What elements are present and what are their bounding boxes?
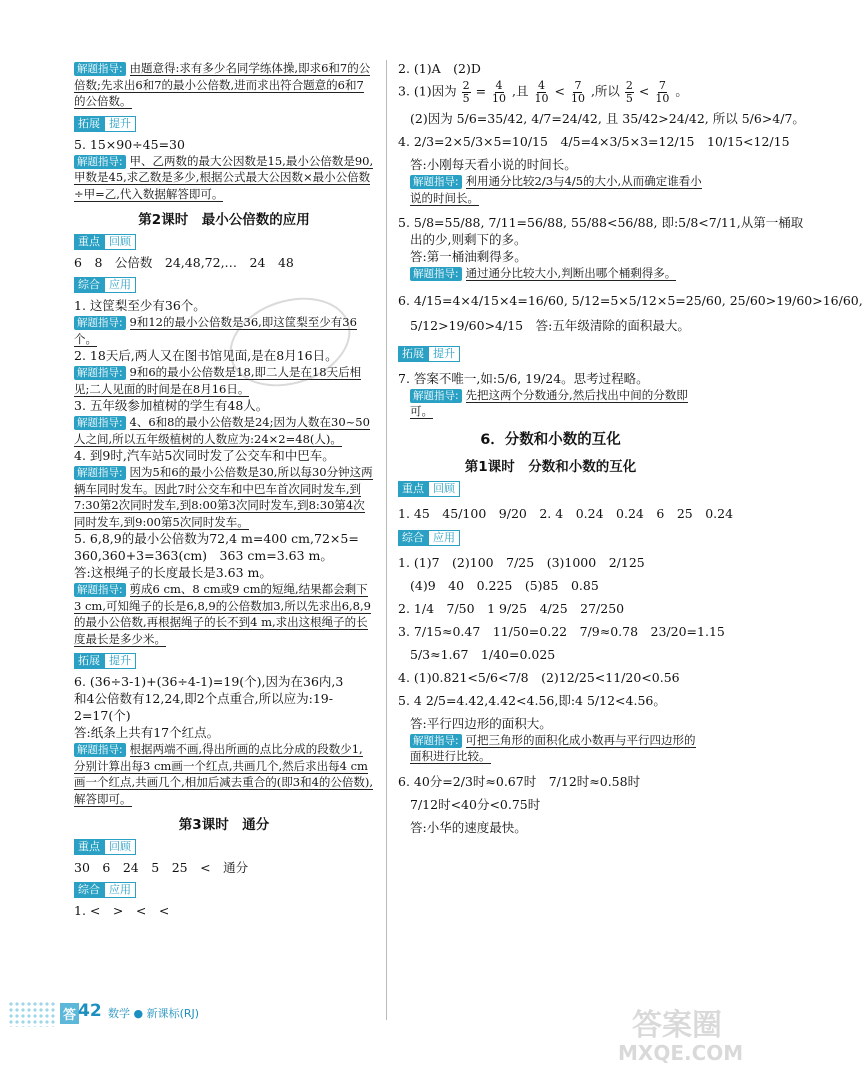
answer-r-q4-ans: 答:小刚每天看小说的时间长。	[410, 157, 577, 172]
answer-r-z4: 4. (1)0.821<5/6<7/8 (2)12/25<11/20<0.56	[398, 669, 680, 685]
answer-r-z6-line1: 6. 40分=2/3时≈0.67时 7/12时≈0.58时	[398, 773, 641, 789]
answer-q4: 4. 到9时,汽车站5次同时发了公交车和中巴车。	[74, 448, 335, 463]
hint-q6: 解题指导: 根据两端不画,得出所画的点比分成的段数少1,分别计算出每3 cm画一个红点,共画几个,然后求出每4 cm画一个红点,共画几个,相加后减去重合的(即3和4的公倍数),解答即可。	[74, 742, 374, 806]
hint-q1: 解题指导: 9和12的最小公倍数是36,即这筐梨至少有36个。	[74, 315, 357, 346]
answer-r-q5-ans: 答:第一桶油剩得多。	[410, 249, 527, 264]
answer-q5b-line2: 360,360+3=363(cm) 363 cm=3.63 m。	[74, 548, 333, 563]
answer-q6-line2: 和4公倍数有12,24,即2个点重合,所以应为:19-	[74, 691, 333, 706]
answer-r-q6-line1: 6. 4/15=4×4/15×4=16/60, 5/12=5×5/12×5=25/60, 25/60>19/60>16/60,	[398, 292, 863, 308]
hint-q5b: 解题指导: 剪成6 cm、8 cm或9 cm的短绳,结果都会剩下3 cm,可知绳子的长是6,8,9的公倍数加3,所以先求出6,8,9的最小公倍数,再根据绳子的长不到4 m,求出这根绳子的长度最长是多少米。	[74, 582, 371, 646]
chapter-title: 6．分数和小数的互化	[480, 431, 621, 448]
fraction: $\frac{2}{5}$	[625, 79, 633, 105]
answer-r-z1-line1: 1. (1)7 (2)100 7/25 (3)1000 2/125	[398, 554, 645, 570]
answer-r-q5-line1: 5. 5/8=55/88, 7/11=56/88, 55/88<56/88, 即:5/8<7/11,从第一桶取	[398, 215, 804, 230]
answer-r-z3-line2: 5/3≈1.67 1/40=0.025	[410, 646, 556, 662]
answer-r-q7: 7. 答案不唯一,如:5/6, 19/24。思考过程略。	[398, 370, 649, 386]
answer-q5b-line3: 答:这根绳子的长度最长是3.63 m。	[74, 565, 272, 580]
fraction: $\frac{4}{10}$	[492, 79, 507, 105]
decorative-dots	[8, 1001, 56, 1027]
lesson-1-title: 第1课时 分数和小数的互化	[464, 458, 637, 475]
section-r-tuozhan: 拓展 提升	[398, 346, 703, 362]
answer-r-q5-line2: 出的少,则剩下的多。	[410, 232, 527, 247]
hint-r-q7: 解题指导: 先把这两个分数通分,然后找出中间的分数即可。	[410, 387, 688, 418]
section-zhongdian: 重点 回顾	[74, 234, 374, 250]
fraction: $\frac{2}{5}$	[462, 79, 470, 105]
section-r-zonghe: 综合 应用	[398, 530, 703, 546]
answer-r-z2: 2. 1/4 7/50 1 9/25 4/25 27/250	[398, 600, 625, 616]
answer-q3: 3. 五年级参加植树的学生有48人。	[74, 398, 269, 413]
answer-r-z1-line2: (4)9 40 0.225 (5)85 0.85	[410, 577, 599, 593]
section-r-zhongdian: 重点 回顾	[398, 481, 703, 497]
lesson-2-title: 第2课时 最小公倍数的应用	[138, 212, 310, 228]
answer-q2: 2. 18天后,两人又在图书馆见面,是在8月16日。	[74, 348, 338, 363]
answer-q5b-line1: 5. 6,8,9的最小公倍数为72,4 m=400 cm,72×5=	[74, 531, 359, 546]
review-answer-3: 30 6 24 5 25 < 通分	[74, 860, 249, 875]
hint-r-z5: 解题指导: 可把三角形的面积化成小数再与平行四边形的面积进行比较。	[410, 732, 696, 763]
answer-q5: 5. 15×90÷45=30	[74, 136, 185, 152]
left-column	[74, 60, 374, 919]
answer-r-q4: 4. 2/3=2×5/3×5=10/15 4/5=4×3/5×3=12/15 10/15<12/15	[398, 134, 790, 149]
fraction: $\frac{7}{10}$	[570, 79, 585, 105]
answer-r-z6-line2: 7/12时<40分<0.75时	[410, 796, 541, 812]
section-tuozhan: 拓展 提升	[74, 116, 374, 132]
hint-q4-previous: 解题指导: 由题意得:求有多少名同学练体操,即求6和7的公倍数;先求出6和7的最小公倍数,进而求出符合题意的6和7的公倍数。	[74, 61, 371, 108]
lesson-3-title: 第3课时 通分	[178, 817, 270, 833]
hint-r-q5: 解题指导: 通过通分比较大小,判断出哪个桶剩得多。	[410, 265, 703, 282]
answer-r-z5-ans: 答:平行四边形的面积大。	[410, 715, 552, 731]
answer-r-z5: 5. 4 2/5=4.42,4.42<4.56,即:4 5/12<4.56。	[398, 692, 666, 708]
answer-r-q3-2: (2)因为 5/6=35/42, 4/7=24/42, 且 35/42>24/42, 所以 5/6>4/7。	[410, 111, 805, 126]
review-answer: 6 8 公倍数 24,48,72,… 24 48	[74, 255, 294, 270]
hint-r-q4: 解题指导: 利用通分比较2/3与4/5的大小,从而确定谁看小说的时间长。	[410, 174, 702, 205]
page-number: 42	[78, 1001, 102, 1021]
answer-r-q6-line2: 5/12>19/60>4/15 答:五年级清除的面积最大。	[410, 317, 690, 333]
answer-r-q2: 2. (1)A (2)D	[398, 61, 481, 76]
fraction: $\frac{7}{10}$	[655, 79, 670, 105]
answer-q1: 1. 这筐梨至少有36个。	[74, 298, 206, 313]
section-zonghe: 综合 应用	[74, 277, 374, 293]
subject-label: 数学 ● 新课标(RJ)	[108, 1007, 200, 1020]
answer-q6-line3: 2=17(个)	[74, 708, 131, 723]
watermark-logo: 答案圈 MXQE.COM	[618, 1008, 744, 1065]
answer-q1c: 1. < > < <	[74, 903, 170, 918]
hint-q3: 解题指导: 4、6和8的最小公倍数是24;因为人数在30~50人之间,所以五年级植树的人数应为:24×2=48(人)。	[74, 415, 370, 446]
section-tuozhan-2: 拓展 提升	[74, 653, 374, 669]
answer-r-z6-ans: 答:小华的速度最快。	[410, 819, 527, 835]
section-zonghe-2: 综合 应用	[74, 882, 374, 898]
hint-q5: 解题指导: 甲、乙两数的最大公因数是15,最小公倍数是90,甲数是45,求乙数是多少,根据公式最大公因数×最小公倍数÷甲=乙,代入数据解答即可。	[74, 153, 374, 201]
right-column	[398, 60, 863, 836]
section-zhongdian-2: 重点 回顾	[74, 839, 374, 855]
review-r-answer: 1. 45 45/100 9/20 2. 4 0.24 0.24 6 25 0.24	[398, 505, 734, 521]
answer-r-q3-1: 3. (1)因为 $\frac{2}{5}$ = $\frac{4}{10}$ ,且 $\frac{4}{10}$ < $\frac{7}{10}$ ,所以 $\frac{2}{5}$ < $\frac{7}{10}$ 。	[398, 79, 688, 105]
answer-q6-line1: 6. (36÷3-1)+(36÷4-1)=19(个),因为在36内,3	[74, 674, 344, 689]
answer-tag: 答	[60, 1003, 79, 1024]
fraction: $\frac{4}{10}$	[534, 79, 549, 105]
hint-q2: 解题指导: 9和6的最小公倍数是18,即二人是在18天后相见;二人见面的时间是在8月16日。	[74, 365, 362, 396]
hint-q4: 解题指导: 因为5和6的最小公倍数是30,所以每30分钟这两辆车同时发车。因此7时公交车和中巴车首次同时发车,到7:30第2次同时发车,到8:00第3次同时发车,到8:30第4次同时发车,到9:00第5次同时发车。	[74, 465, 373, 529]
answer-r-z3-line1: 3. 7/15≈0.47 11/50=0.22 7/9≈0.78 23/20=1.15	[398, 623, 725, 639]
column-divider	[386, 60, 387, 1020]
answer-q6-line4: 答:纸条上共有17个红点。	[74, 725, 220, 740]
